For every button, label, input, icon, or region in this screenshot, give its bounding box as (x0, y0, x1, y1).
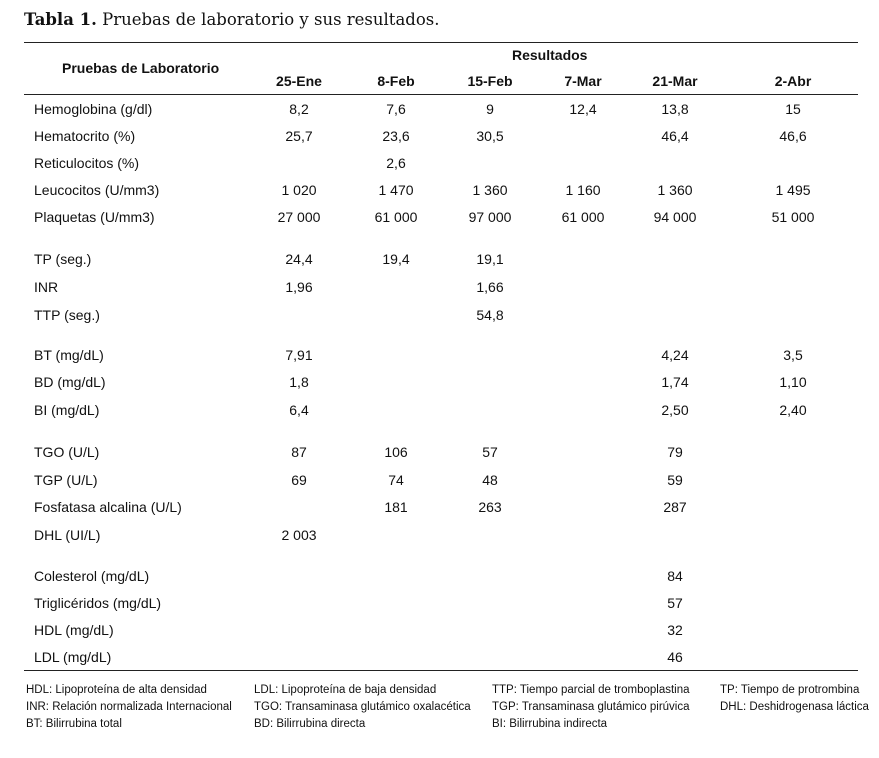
table-cell: 51 000 (771, 209, 815, 225)
footnote: TGO: Transaminasa glutámico oxalacética (254, 701, 471, 713)
row-label: Plaquetas (U/mm3) (34, 209, 155, 225)
bottom-rule (24, 670, 858, 671)
table-cell: 1 160 (565, 182, 601, 198)
row-label: Fosfatasa alcalina (U/L) (34, 499, 182, 515)
top-rule (24, 42, 858, 43)
table-cell: 46,4 (661, 128, 689, 144)
table-cell: 6,4 (289, 402, 309, 418)
row-label: TGP (U/L) (34, 472, 98, 488)
table-cell: 2,6 (386, 155, 406, 171)
table-cell: 13,8 (661, 101, 689, 117)
table-cell: 1,10 (779, 374, 807, 390)
table-cell: 1 360 (472, 182, 508, 198)
table-cell: 263 (478, 499, 502, 515)
table-cell: 61 000 (561, 209, 605, 225)
table-cell: 2,50 (661, 402, 689, 418)
date-header-5: 2-Abr (774, 73, 812, 89)
footnote: BI: Bilirrubina indirecta (492, 718, 608, 730)
footnote: INR: Relación normalizada Internacional (26, 701, 232, 713)
table-cell: 87 (291, 444, 307, 460)
row-label: HDL (mg/dL) (34, 622, 114, 638)
table-cell: 1,8 (289, 374, 309, 390)
table-cell: 25,7 (285, 128, 313, 144)
row-label: Reticulocitos (%) (34, 155, 140, 171)
table-cell: 287 (663, 499, 687, 515)
table-cell: 69 (291, 472, 307, 488)
row-label: BI (mg/dL) (34, 402, 100, 418)
table-cell: 1,74 (661, 374, 689, 390)
table-number: Tabla 1. (24, 10, 97, 29)
table-cell: 1 495 (775, 182, 811, 198)
table-title (24, 10, 439, 29)
date-header-4: 21-Mar (652, 73, 698, 89)
table-cell: 48 (482, 472, 498, 488)
table-cell: 1 360 (657, 182, 693, 198)
row-label: Triglicéridos (mg/dL) (34, 595, 162, 611)
table-cell: 2,40 (779, 402, 807, 418)
table-cell: 23,6 (382, 128, 410, 144)
table-cell: 1 470 (378, 182, 414, 198)
table-cell: 7,91 (285, 347, 313, 363)
table-cell: 3,5 (783, 347, 803, 363)
row-label: INR (34, 279, 59, 295)
row-label: BD (mg/dL) (34, 374, 106, 390)
table-cell: 97 000 (468, 209, 512, 225)
table-cell: 74 (388, 472, 404, 488)
footnote: BD: Bilirrubina directa (254, 718, 366, 730)
row-label: TGO (U/L) (34, 444, 100, 460)
table-cell: 7,6 (386, 101, 406, 117)
footnote: TP: Tiempo de protrombina (720, 684, 860, 696)
date-header-1: 8-Feb (377, 73, 415, 89)
row-label: BT (mg/dL) (34, 347, 104, 363)
table-cell: 59 (667, 472, 683, 488)
table-cell: 30,5 (476, 128, 504, 144)
footnote: TGP: Transaminasa glutámico pirúvica (492, 701, 690, 713)
table-cell: 19,1 (476, 251, 504, 267)
table-caption: Pruebas de laboratorio y sus resultados. (96, 10, 440, 29)
table-cell: 54,8 (476, 307, 504, 323)
table-cell: 46,6 (779, 128, 807, 144)
table-cell: 106 (384, 444, 408, 460)
table-cell: 94 000 (653, 209, 697, 225)
tests-column-header: Pruebas de Laboratorio (62, 60, 220, 76)
table-cell: 57 (482, 444, 498, 460)
footnote: DHL: Deshidrogenasa láctica (720, 701, 869, 713)
table-cell: 8,2 (289, 101, 309, 117)
table-cell: 79 (667, 444, 683, 460)
row-label: LDL (mg/dL) (34, 649, 112, 665)
row-label: Hematocrito (%) (34, 128, 136, 144)
date-header-2: 15-Feb (467, 73, 513, 89)
footnote: TTP: Tiempo parcial de tromboplastina (492, 684, 690, 696)
table-cell: 46 (667, 649, 683, 665)
date-header-0: 25-Ene (276, 73, 322, 89)
table-cell: 12,4 (569, 101, 597, 117)
table-cell: 57 (667, 595, 683, 611)
table-cell: 2 003 (281, 527, 317, 543)
table-cell: 1,96 (285, 279, 313, 295)
table-cell: 1,66 (476, 279, 504, 295)
table-cell: 24,4 (285, 251, 313, 267)
row-label: TTP (seg.) (34, 307, 100, 323)
table-cell: 84 (667, 568, 683, 584)
row-label: TP (seg.) (34, 251, 92, 267)
footnote: LDL: Lipoproteína de baja densidad (254, 684, 437, 696)
table-cell: 4,24 (661, 347, 689, 363)
footnote: HDL: Lipoproteína de alta densidad (26, 684, 207, 696)
table-cell: 9 (486, 101, 494, 117)
table-cell: 1 020 (281, 182, 317, 198)
row-label: Colesterol (mg/dL) (34, 568, 150, 584)
footnote: BT: Bilirrubina total (26, 718, 122, 730)
header-rule (24, 94, 858, 95)
table-cell: 15 (785, 101, 801, 117)
row-label: Hemoglobina (g/dl) (34, 101, 153, 117)
table-cell: 27 000 (277, 209, 321, 225)
row-label: Leucocitos (U/mm3) (34, 182, 160, 198)
table-cell: 61 000 (374, 209, 418, 225)
results-header: Resultados (512, 47, 588, 63)
row-label: DHL (UI/L) (34, 527, 101, 543)
table-cell: 181 (384, 499, 408, 515)
table-cell: 32 (667, 622, 683, 638)
table-cell: 19,4 (382, 251, 410, 267)
date-header-3: 7-Mar (564, 73, 602, 89)
